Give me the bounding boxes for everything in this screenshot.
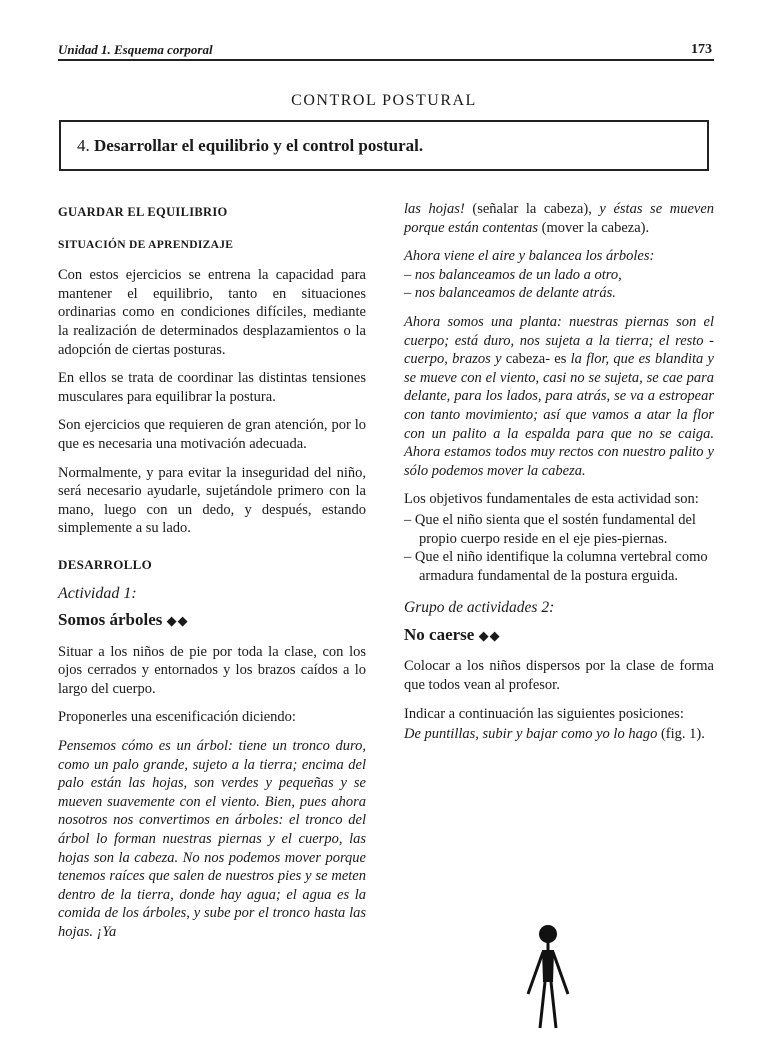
list-item: – Que el niño identifique la columna vertebral como armadura fundamental de la postura erguida.	[404, 549, 708, 584]
paragraph: Colocar a los niños dispersos por la clase de forma que todos vean al profesor.	[404, 658, 714, 694]
activity-1-title-text: Somos árboles	[58, 610, 163, 630]
objectives-intro: Los objetivos fundamentales de esta actividad son:	[404, 491, 699, 508]
activity-1-title	[58, 611, 366, 631]
figure-left-leg	[540, 982, 545, 1028]
paragraph: Situar a los niños de pie por toda la clase, con los ojos cerrados y entornados y los brazos caídos a lo largo del cuerpo.	[58, 643, 366, 697]
stick-figure-illustration	[516, 920, 576, 1040]
difficulty-diamonds-icon: ◆◆	[478, 627, 501, 643]
paragraph: Indicar a continuación las siguientes posiciones:	[404, 705, 684, 722]
figure-head	[539, 925, 557, 943]
list-item: – Que el niño sienta que el sostén fundamental del propio cuerpo reside en el eje pies-piernas.	[404, 511, 696, 547]
heading-desarrollo: DESARROLLO	[58, 556, 153, 572]
left-column	[58, 200, 366, 952]
group-2-title-text: No caerse	[404, 624, 475, 644]
objective-line	[77, 136, 423, 156]
figure-right-leg	[551, 982, 556, 1028]
running-head	[58, 42, 712, 58]
quote-continuation: las hojas! (señalar la cabeza), y éstas se mueven porque están contentas (mover la cabeza).	[404, 201, 715, 236]
paragraph: Proponerles una escenificación diciendo:	[58, 709, 296, 726]
instruction: De puntillas, subir y bajar como yo lo hago (fig. 1).	[404, 726, 705, 743]
objective-box	[59, 120, 709, 171]
paragraph: En ellos se trata de coordinar las distintas tensiones musculares para equilibrar la postura.	[58, 370, 366, 405]
activity-1-label: Actividad 1:	[58, 584, 137, 602]
wind-intro: Ahora viene el aire y balancea los árboles:	[404, 248, 655, 265]
wind-line: – nos balanceamos de un lado a otro,	[404, 266, 622, 283]
group-2-title	[404, 626, 714, 646]
paragraph: Con estos ejercicios se entrena la capacidad para mantener el equilibrio, tanto en situaciones ordinarias como en condiciones difíciles, mediante la realización de determinados desplazamientos o la adopción de ciertas posturas.	[58, 267, 366, 358]
figure-body	[542, 950, 554, 982]
wind-block	[404, 247, 714, 303]
page-number: 173	[691, 42, 712, 57]
tree-quote: Pensemos cómo es un árbol: tiene un tronco duro, como un palo grande, sujeto a la tierra; encima del palo están las hojas, son verdes y pequeñas y se mueven suavemente con el viento. Bien, pues ahora nosotros nos convertimos en árboles: el tronco del árbol lo forman nuestras piernas y el cuerpo, las hojas son la cabeza. No nos podemos mover porque tenemos raíces que salen de nuestros pies y se meten dentro de la tierra, donde hay agua; el agua es la comida de los árboles, y sube por el tronco hasta las hojas. ¡Ya	[58, 738, 366, 940]
plant-quote: Ahora somos una planta: nuestras piernas son el cuerpo; está duro, nos sujeta a la tierra; el resto -cuerpo, brazos y cabeza- es la flor, que es blandita y se mueve con el viento, casi no se sujeta, se cae para delante, para los lados, para atrás, se va a estropear con tanto movimiento; así que vamos a atar la flor con un palito a la espalda para que no se caiga. Ahora estamos todos muy rectos con nuestro palito y sólo podemos mover la cabeza.	[404, 313, 714, 479]
figure-right-arm	[553, 952, 568, 994]
subheading-situacion: SITUACIÓN DE APRENDIZAJE	[58, 238, 234, 251]
objective-text: Desarrollar el equilibrio y el control postural.	[94, 136, 424, 155]
group-2-label: Grupo de actividades 2:	[404, 599, 555, 617]
objectives-list	[404, 511, 714, 585]
paragraph: Son ejercicios que requieren de gran atención, por lo que es necesaria una motivación adecuada.	[58, 417, 366, 452]
right-column	[404, 200, 714, 754]
difficulty-diamonds-icon: ◆◆	[166, 613, 189, 629]
paragraph: Normalmente, y para evitar la inseguridad del niño, será necesario ayudarle, sujetándole primero con la mano, luego con un dedo, y después, estando simplemente a su lado.	[58, 464, 366, 537]
section-title: CONTROL POSTURAL	[291, 92, 477, 109]
wind-line: – nos balanceamos de delante atrás.	[404, 285, 616, 302]
header-rule	[58, 59, 714, 61]
running-title: Unidad 1. Esquema corporal	[58, 42, 213, 57]
objective-number: 4.	[77, 136, 90, 155]
heading-guardar-equilibrio: GUARDAR EL EQUILIBRIO	[58, 205, 228, 219]
figure-left-arm	[528, 952, 543, 994]
